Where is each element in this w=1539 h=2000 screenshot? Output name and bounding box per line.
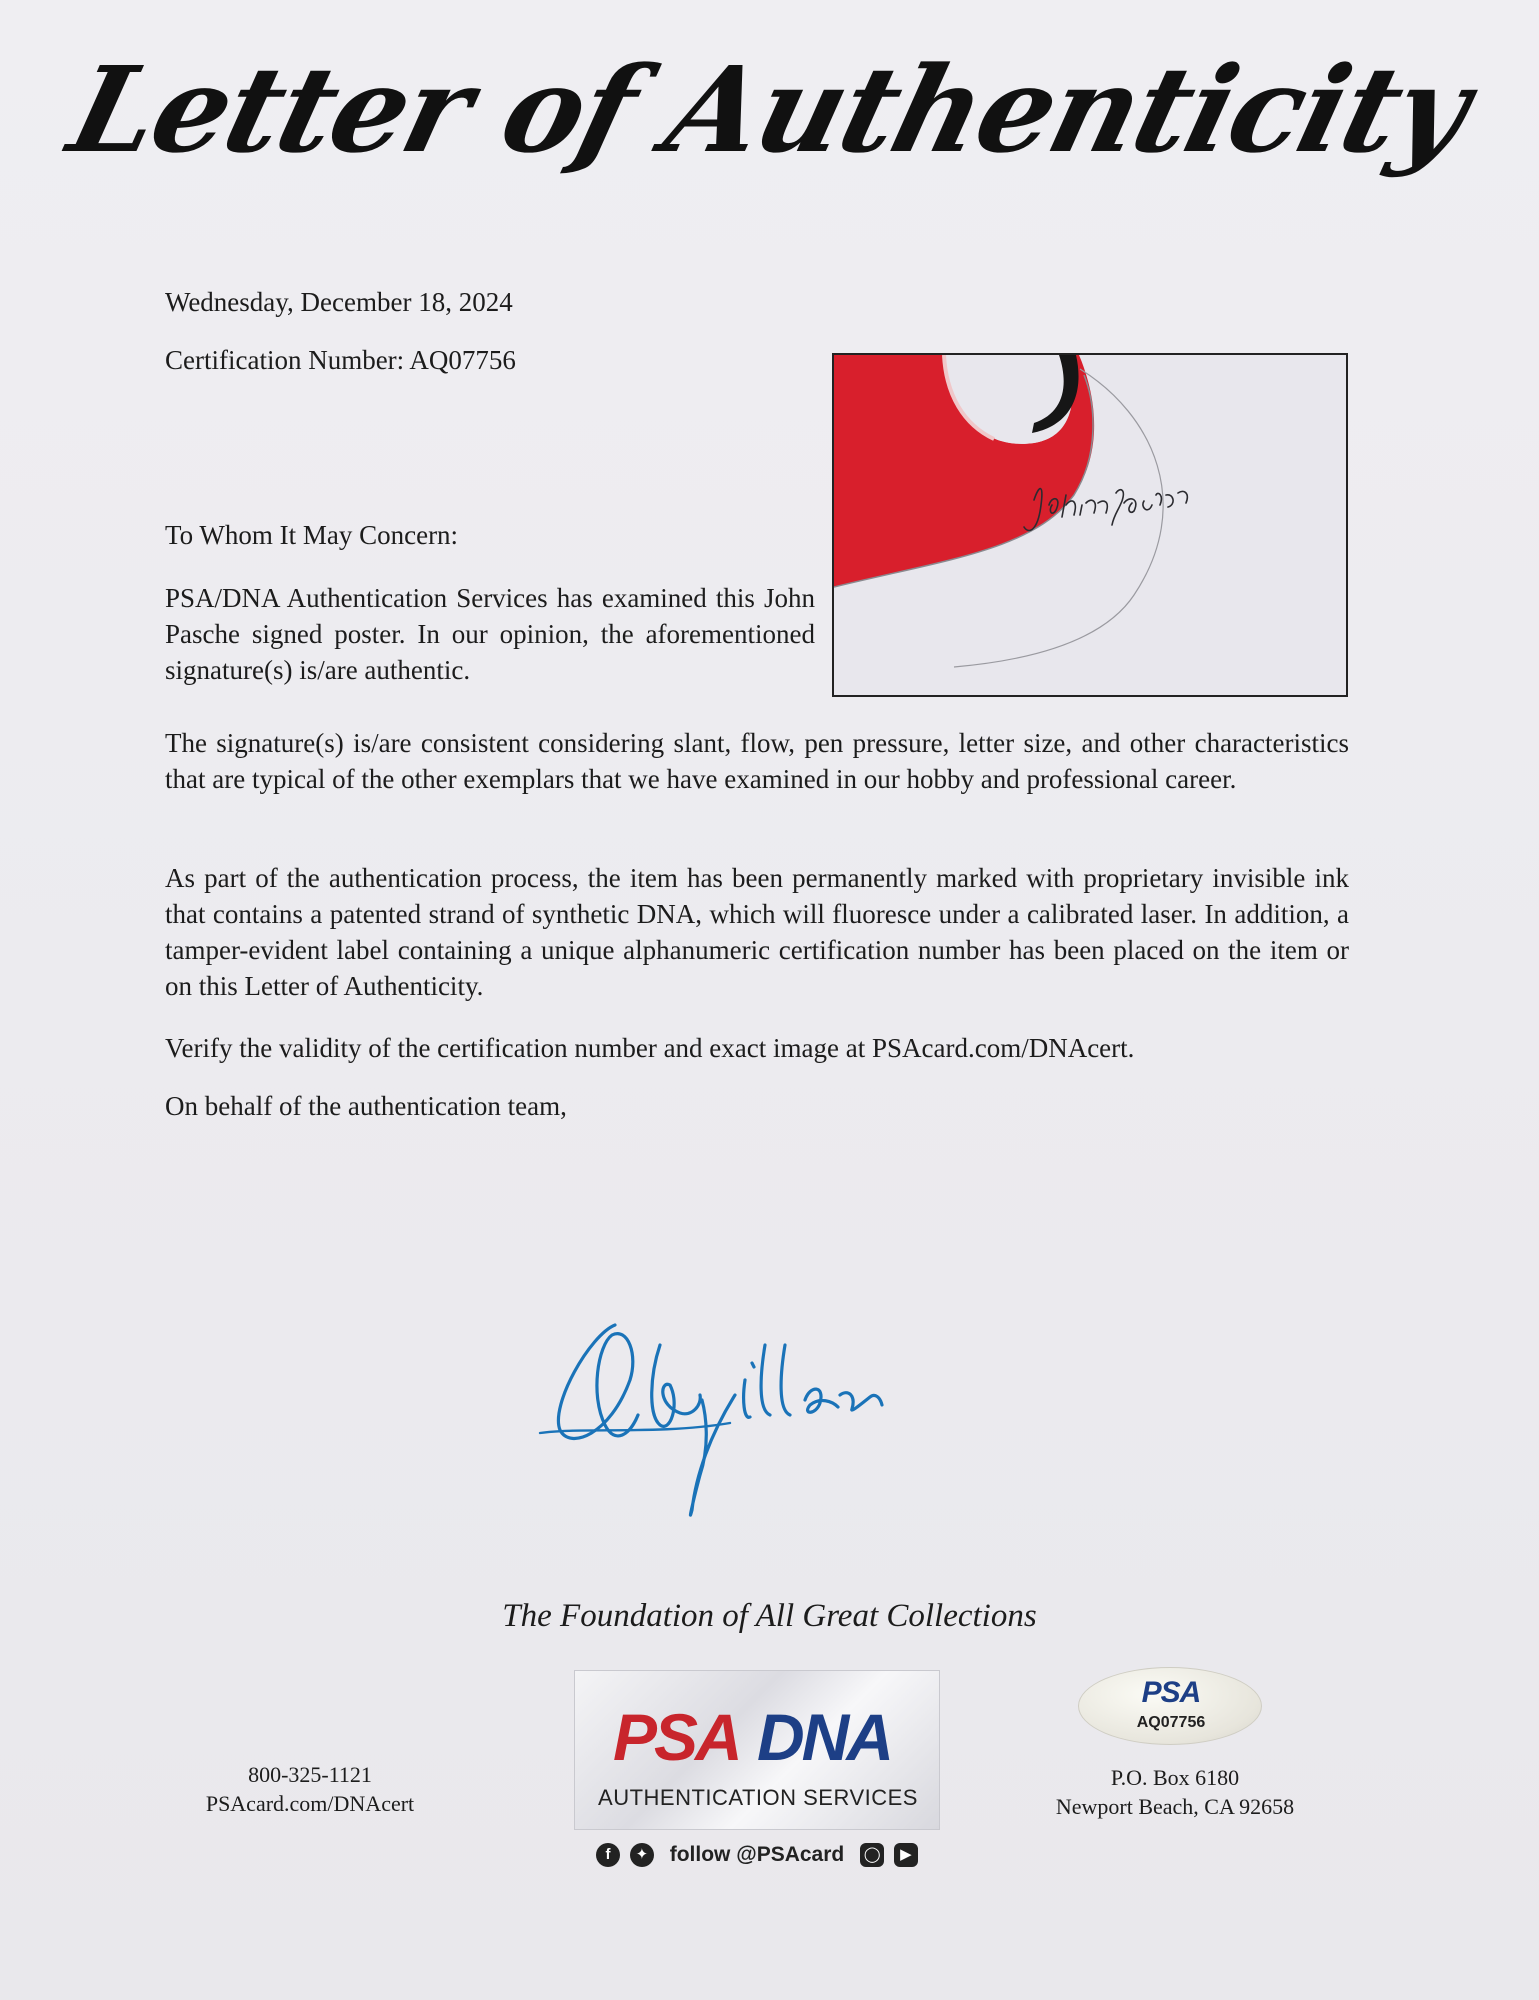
paragraph-dna-ink: As part of the authentication process, the item has been permanently marked with proprietary invisible ink that contains a patented strand of synthetic DNA, which will fluoresce under a calibrated laser. In addition, a tamper-evident label containing a unique alphanumeric certification number has been placed on the item or on this Letter of Authenticity. [165,863,1349,1001]
letter-title: Letter of Authenticity [57,40,1482,179]
sticker-psa-logo: PSA [1141,1676,1201,1709]
psa-dna-logo [574,1670,940,1830]
facebook-icon[interactable]: f [596,1843,620,1867]
logo-subtitle: AUTHENTICATION SERVICES [598,1785,918,1810]
po-box: P.O. Box 6180 [1110,1765,1240,1790]
authenticator-signature [520,1285,980,1545]
follow-handle[interactable]: follow @PSAcard [669,1843,845,1867]
paragraph-verify: Verify the validity of the certification number and exact image at PSAcard.com/DNAcert. [165,1033,1135,1063]
logo-psa-text: PSA [613,1700,740,1774]
instagram-icon[interactable]: ◯ [860,1843,884,1867]
paragraph-examined: PSA/DNA Authentication Services has examined this John Pasche signed poster. In our opinion, the aforementioned signature(s) is/are authentic. [165,583,815,685]
tagline: The Foundation of All Great Collections [502,1598,1037,1634]
certification-number: Certification Number: AQ07756 [165,345,516,375]
sticker-cert-number: AQ07756 [1136,1714,1206,1731]
greeting: To Whom It May Concern: [165,520,459,550]
signature-photo [832,353,1348,697]
website-link[interactable]: PSAcard.com/DNAcert [205,1791,415,1816]
letter-date: Wednesday, December 18, 2024 [165,287,513,317]
psa-hologram-sticker [1078,1667,1262,1745]
contact-left [180,1760,440,1818]
logo-dna-text: DNA [757,1700,891,1774]
photo-signature-drawing [834,355,1346,695]
social-follow [574,1843,940,1867]
paragraph-consistent: The signature(s) is/are consistent considering slant, flow, pen pressure, letter size, and other characteristics that are typical of the other exemplars that we have examined in our hobby and professional career. [165,728,1349,794]
youtube-icon[interactable]: ▶ [894,1843,918,1867]
phone-number: 800-325-1121 [248,1762,372,1787]
contact-right [1025,1763,1325,1821]
twitter-icon[interactable]: ✦ [630,1843,654,1867]
paragraph-closing: On behalf of the authentication team, [165,1091,567,1121]
city-address: Newport Beach, CA 92658 [1055,1794,1295,1819]
